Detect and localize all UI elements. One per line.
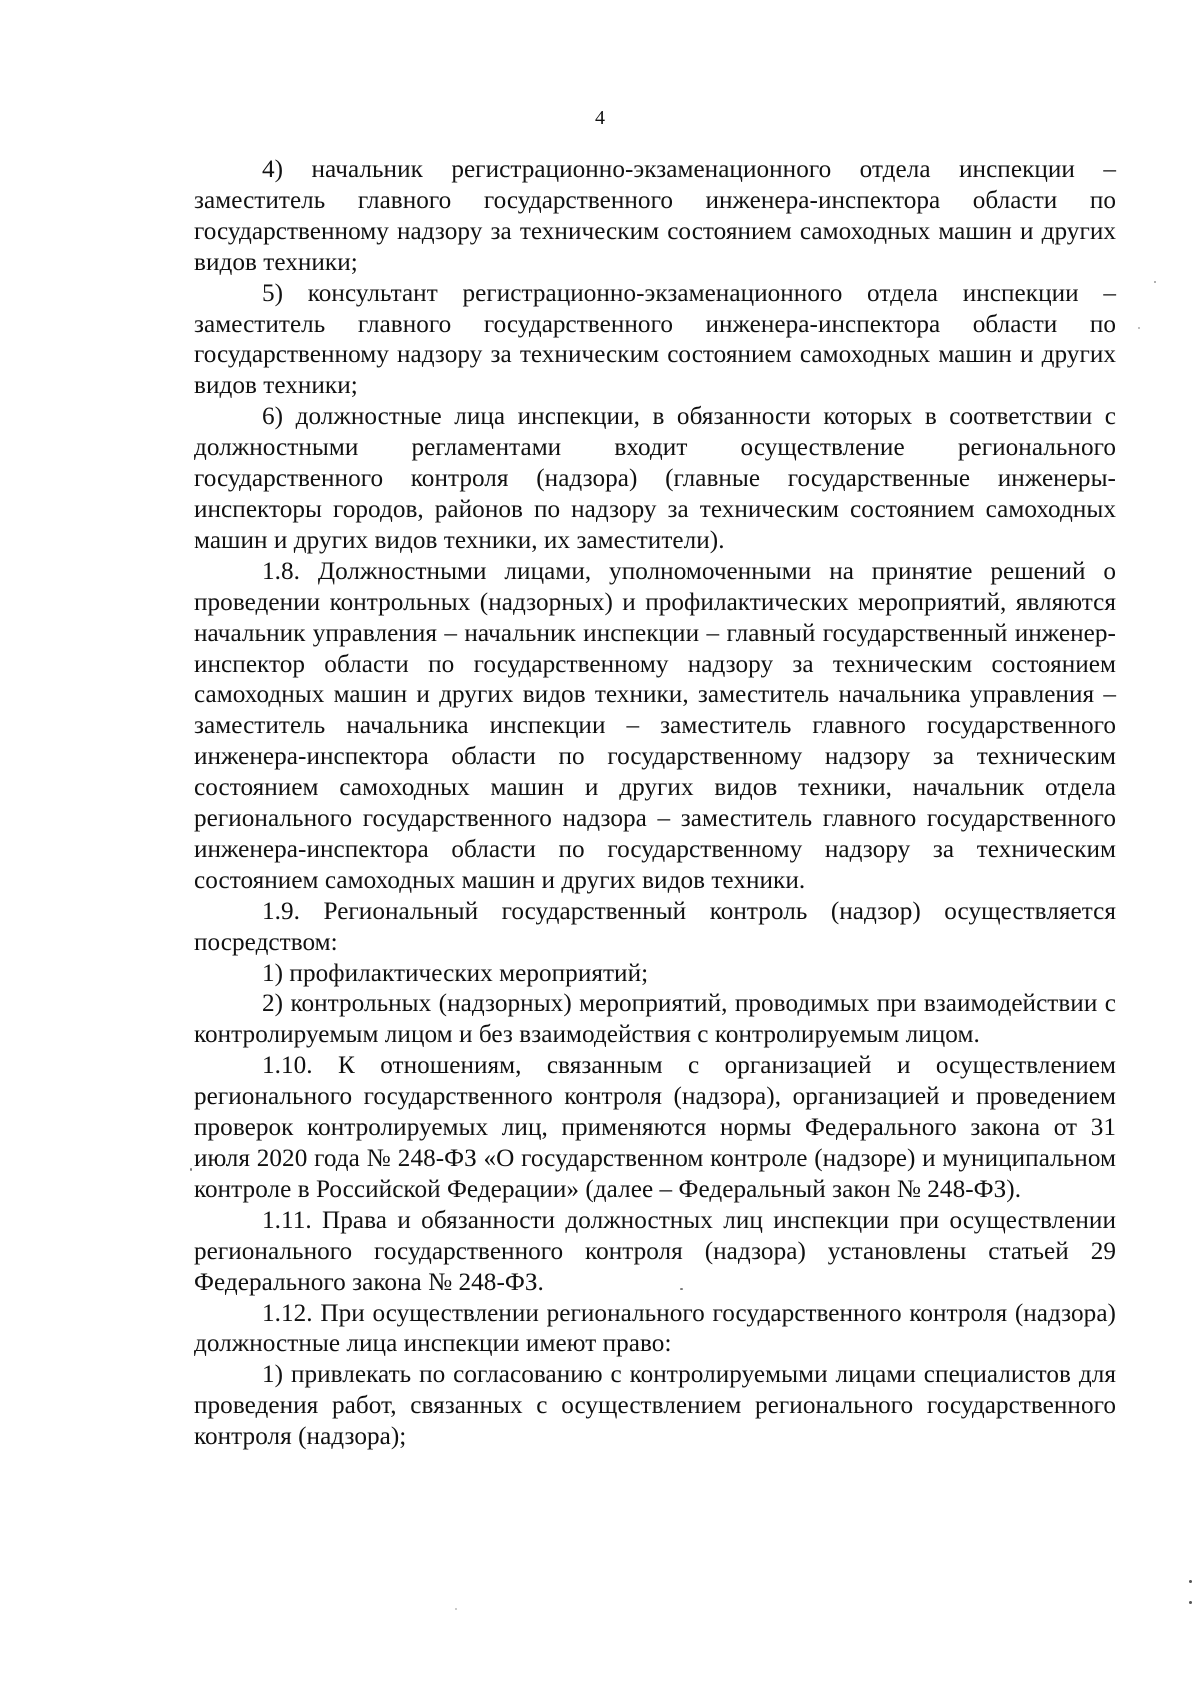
- scan-speck: [1189, 1601, 1192, 1604]
- scan-speck: [1138, 327, 1140, 329]
- section-1-12-official-rights: 1.12. При осуществлении регионального государственного контроля (надзора) должностные лица инспекции имеют право:: [194, 1299, 1116, 1358]
- document-body: [194, 155, 1116, 1453]
- scan-speck: [190, 1168, 192, 1171]
- scan-speck: [680, 1288, 683, 1290]
- list-item-4-head-of-registration-department: 4) начальник регистрационно-экзаменационного отдела инспекции – заместитель главного государственного инженера-инспектора области по государственному надзору за техническим состоянием самоходных машин и других видов техники;: [194, 156, 1116, 276]
- scan-speck: [455, 1608, 457, 1610]
- section-1-8-authorized-officials: 1.8. Должностными лицами, уполномоченными на принятие решений о проведении контрольных (надзорных) и профилактических мероприятий, являются начальник управления – начальник инспекции – главный государственный инженер-инспектор области по государственному надзору за техническим состоянием самоходных машин и других видов техники, заместитель начальника управления – заместитель начальника инспекции – заместитель главного государственного инженера-инспектора области по государственному надзору за техническим состоянием самоходных машин и других видов техники, начальник отдела регионального государственного надзора – заместитель главного государственного инженера-инспектора области по государственному надзору за техническим состоянием самоходных машин и других видов техники.: [194, 557, 1116, 894]
- scan-speck: [1154, 281, 1156, 283]
- page-number: 4: [595, 107, 605, 129]
- list-item-5-consultant-registration-department: 5) консультант регистрационно-экзаменационного отдела инспекции – заместитель главного государственного инженера-инспектора области по государственному надзору за техническим состоянием самоходных машин и других видов техники;: [194, 279, 1116, 400]
- list-item-6-inspection-officials: 6) должностные лица инспекции, в обязанности которых в соответствии с должностными регламентами входит осуществление регионального государственного контроля (надзора) (главные государственные инженеры-инспекторы городов, районов по надзору за техническим состоянием самоходных машин и других видов техники, их заместители).: [194, 403, 1116, 554]
- section-1-11-rights-and-duties: 1.11. Права и обязанности должностных лиц инспекции при осуществлении регионального государственного контроля (надзора) установлены статьей 29 Федерального закона № 248-ФЗ.: [194, 1206, 1116, 1296]
- section-1-9-control-means: 1.9. Региональный государственный контроль (надзор) осуществляется посредством:: [194, 897, 1116, 956]
- list-item-1-engage-specialists: 1) привлекать по согласованию с контролируемыми лицами специалистов для проведения работ, связанных с осуществлением регионального государственного контроля (надзора);: [194, 1361, 1116, 1451]
- list-item-1-preventive-measures: 1) профилактических мероприятий;: [262, 959, 649, 987]
- section-1-10-applicable-law: 1.10. К отношениям, связанным с организацией и осуществлением регионального государственного контроля (надзора), организацией и проведением проверок контролируемых лиц, применяются нормы Федерального закона от 31 июля 2020 года № 248-ФЗ «О государственном контроле (надзоре) и муниципальном контроле в Российской Федерации» (далее – Федеральный закон № 248-ФЗ).: [194, 1052, 1116, 1203]
- list-item-2-control-measures: 2) контрольных (надзорных) мероприятий, проводимых при взаимодействии с контролируемым лицом и без взаимодействия с контролируемым лицом.: [194, 990, 1116, 1049]
- scan-speck: [1189, 1580, 1192, 1583]
